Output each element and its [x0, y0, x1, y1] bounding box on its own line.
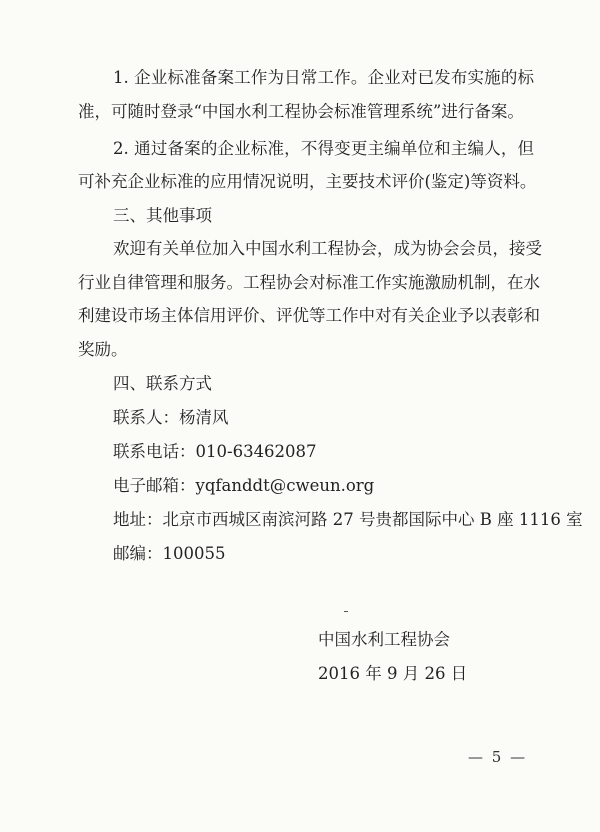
contact-email: 电子邮箱：yqfanddt@cweun.org — [113, 476, 375, 495]
paragraph-3-line-3: 利建设市场主体信用评价、评优等工作中对有关企业予以表彰和 — [78, 306, 540, 325]
paragraph-1-line-2: 准，可随时登录“中国水利工程协会标准管理系统”进行备案。 — [78, 102, 524, 121]
contact-postcode: 邮编：100055 — [113, 544, 226, 563]
paragraph-3-line-1: 欢迎有关单位加入中国水利工程协会，成为协会会员，接受 — [113, 239, 542, 258]
signature-organization: 中国水利工程协会 — [318, 630, 450, 649]
page-number: — 5 — — [468, 748, 528, 766]
section-heading-contact: 四、联系方式 — [113, 374, 212, 393]
paragraph-3-line-4: 奖励。 — [78, 340, 128, 359]
signature-date: 2016 年 9 月 26 日 — [318, 664, 468, 683]
section-heading-other-matters: 三、其他事项 — [113, 206, 212, 225]
contact-address: 地址：北京市西城区南滨河路 27 号贵都国际中心 B 座 1116 室 — [113, 510, 583, 529]
paragraph-2-line-1: 2. 通过备案的企业标准，不得变更主编单位和主编人，但 — [113, 139, 534, 158]
scan-mark — [344, 611, 348, 612]
contact-phone: 联系电话：010-63462087 — [113, 442, 317, 461]
contact-person: 联系人：杨清风 — [113, 408, 229, 427]
paragraph-1-line-1: 1. 企业标准备案工作为日常工作。企业对已发布实施的标 — [113, 68, 534, 87]
paragraph-2-line-2: 可补充企业标准的应用情况说明，主要技术评价(鉴定)等资料。 — [78, 172, 537, 191]
paragraph-3-line-2: 行业自律管理和服务。工程协会对标准工作实施激励机制，在水 — [78, 273, 540, 292]
